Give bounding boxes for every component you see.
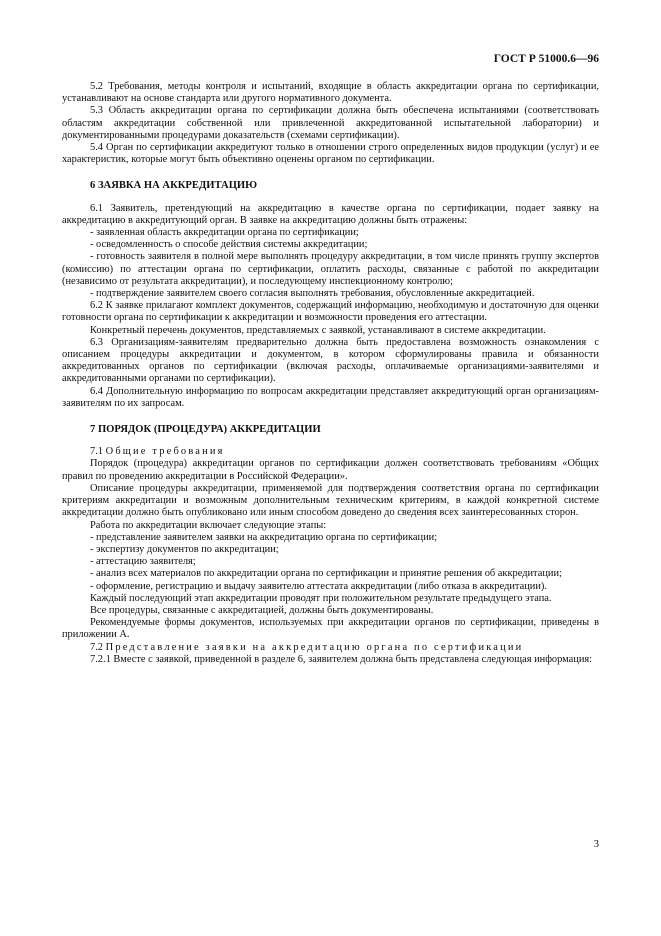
list-item: - осведомленность о способе действия системы аккредитации; xyxy=(90,239,368,251)
document-body xyxy=(62,81,599,666)
subsection-number: 7.2 xyxy=(90,641,103,653)
subsection-number: 7.1 xyxy=(90,446,103,458)
paragraph: Конкретный перечень документов, представляемых с заявкой, устанавливают в системе аккредитации. xyxy=(90,324,546,336)
page-number: 3 xyxy=(593,839,599,850)
section-6-heading: 6 ЗАЯВКА НА АККРЕДИТАЦИЮ xyxy=(90,180,258,192)
paragraph-7-2-1: 7.2.1 Вместе с заявкой, приведенной в разделе 6, заявителем должна быть представлена следующая информация: xyxy=(90,653,593,665)
list-item: - оформление, регистрацию и выдачу заявителю аттестата аккредитации (либо отказа в аккредитации). xyxy=(90,580,547,592)
section-7-heading: 7 ПОРЯДОК (ПРОЦЕДУРА) АККРЕДИТАЦИИ xyxy=(90,424,321,436)
paragraph-6-4: 6.4 Дополнительную информацию по вопросам аккредитации представляет аккредитующий орган организациям-заявителям по их запросам. xyxy=(62,385,599,409)
paragraph: Все процедуры, связанные с аккредитацией, должны быть документированы. xyxy=(90,604,434,616)
paragraph: Рекомендуемые формы документов, используемых при аккредитации органов по сертификации, приведены в приложении А. xyxy=(62,617,599,641)
paragraph-5-3: 5.3 Область аккредитации органа по сертификации должна быть обеспечена испытаниями (соответствовать областям аккредитации собственной или привлеченной аккредитованной испытательной лаборатории) и документированными процедурами доказательств (схемами сертификации). xyxy=(62,105,599,141)
subsection-title: Общие требования xyxy=(105,446,225,458)
paragraph-5-2: 5.2 Требования, методы контроля и испытаний, входящие в область аккредитации органа по сертификации, устанавливают на основе стандарта или другого нормативного документа. xyxy=(62,81,599,105)
paragraph-6-3: 6.3 Организациям-заявителям предварительно должна быть предоставлена возможность ознакомления с описанием процедуры аккредитации и документом, в котором сформулированы правила и обязанности аккредитованных органов по сертификации (включая расходы, оплачиваемые организациями-заявителями и аккредитованными органами по сертификации). xyxy=(62,336,599,385)
list-item: - аттестацию заявителя; xyxy=(90,556,196,568)
list-item: - заявленная область аккредитации органа по сертификации; xyxy=(90,227,359,239)
paragraph: Описание процедуры аккредитации, применяемой для подтверждения соответствия органа по сертификации критериям аккредитации и возможным дополнительным техническим критериям, в каждой конкретной системе аккредитации должно быть опубликовано или иным способом доведено до сведения всех заинтересованных сторон. xyxy=(62,482,599,519)
paragraph-6-1: 6.1 Заявитель, претендующий на аккредитацию в качестве органа по сертификации, подает заявку на аккредитацию в аккредитующий орган. В заявке на аккредитацию должны быть отражены: xyxy=(62,202,599,226)
subsection-title: Представление заявки на аккредитацию органа по сертификации xyxy=(105,641,524,653)
list-item: - экспертизу документов по аккредитации; xyxy=(90,543,279,555)
subsection-7-1-heading xyxy=(62,446,599,458)
paragraph: Работа по аккредитации включает следующие этапы: xyxy=(90,519,327,531)
document-header: ГОСТ Р 51000.6—96 xyxy=(493,53,599,65)
list-item: - представление заявителем заявки на аккредитацию органа по сертификации; xyxy=(90,531,438,543)
paragraph-5-4: 5.4 Орган по сертификации аккредитуют только в отношении строго определенных видов продукции (услуг) и ее характеристик, которые могут быть объективно оценены органом по сертификации. xyxy=(62,142,599,166)
paragraph: Порядок (процедура) аккредитации органов по сертификации должен соответствовать требованиям «Общих правил по проведению аккредитации в Российской Федерации». xyxy=(62,458,599,482)
list-item: - анализ всех материалов по аккредитации органа по сертификации и принятие решения об аккредитации; xyxy=(90,568,562,580)
subsection-7-2-heading xyxy=(62,642,599,654)
list-item: - подтверждение заявителем своего согласия выполнять требования, обусловленные аккредитацией. xyxy=(90,288,535,300)
paragraph-6-2: 6.2 К заявке прилагают комплект документов, содержащий информацию, необходимую и достаточную для оценки готовности органа по сертификации к аккредитации и возможности проведения его аттестации. xyxy=(62,300,599,324)
list-item: - готовность заявителя в полной мере выполнять процедуру аккредитации, в том числе принять группу экспертов (комиссию) по аттестации органа по сертификации, оплатить расходы, связанные с работой по аккредитации (независимо от результата аккредитации), и последующему инспекционному контролю; xyxy=(62,251,599,287)
paragraph: Каждый последующий этап аккредитации проводят при положительном результате предыдущего этапа. xyxy=(90,592,552,604)
